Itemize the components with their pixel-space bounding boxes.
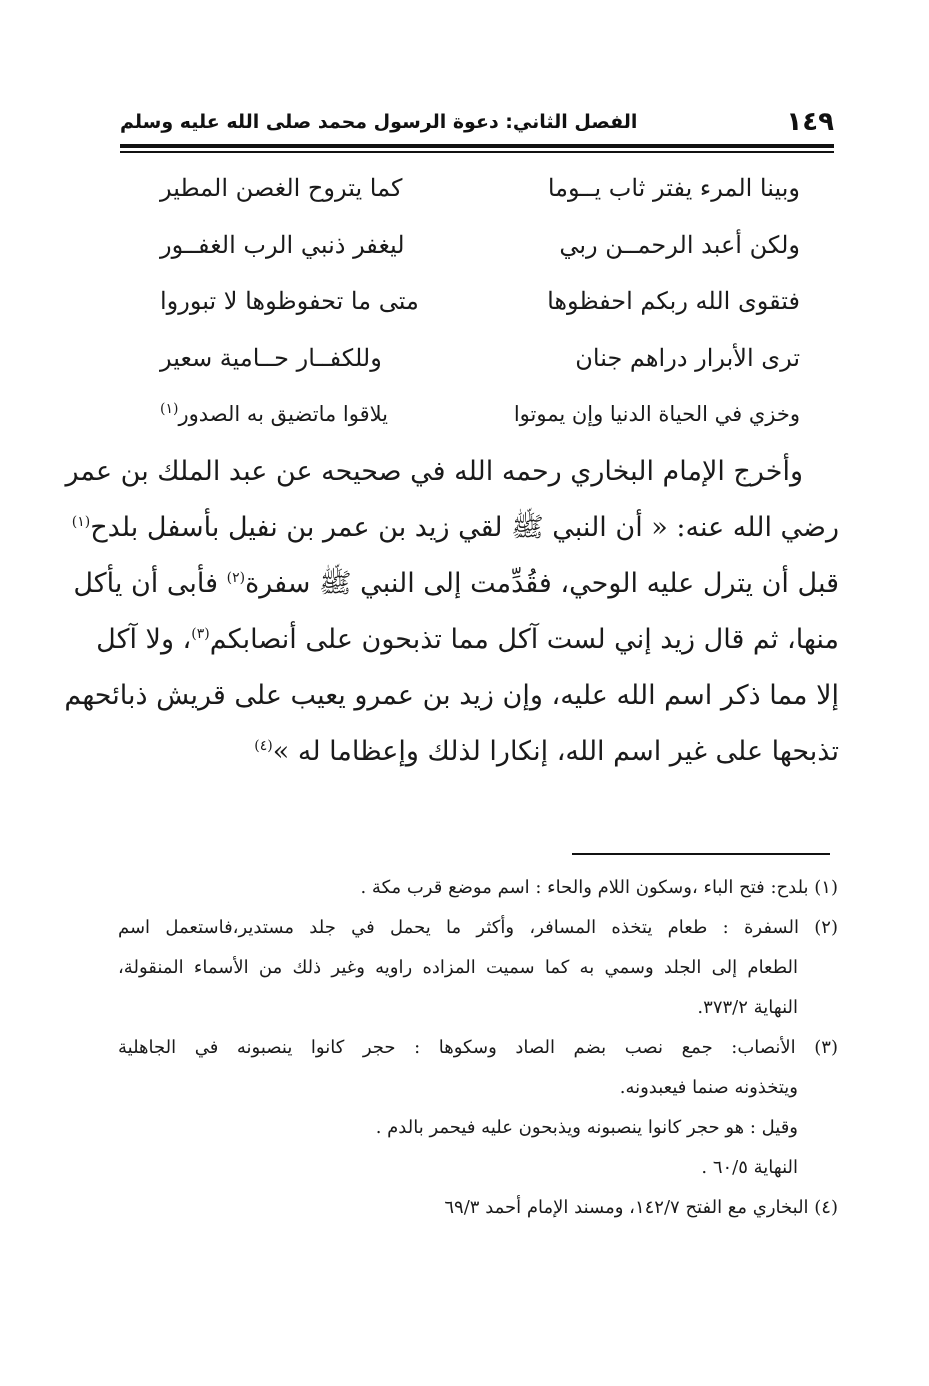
footnote-line: الطعام إلى الجلد وسمي به كما سميت المزاده راويه وغير ذلك من الأسماء المنقولة، [118,957,798,978]
poem-verse [160,273,800,330]
body-line [96,612,839,668]
header-rule-thin [120,151,834,153]
body-line-tail: ، ولا آكل [96,624,192,655]
footnote-reference[interactable]: (١) [160,401,179,418]
footnote-reference[interactable]: (١) [71,514,91,530]
body-paragraph [64,444,839,780]
body-line [71,500,839,556]
body-line-text: تذبحها على غير اسم الله، إنكارا لذلك وإعظاما له » [272,736,839,767]
page-header [120,104,834,140]
verse-second-hemistich [160,402,460,426]
footnote-separator [572,853,830,855]
footnote-line: النهاية ٣٧٣/٢. [697,997,798,1018]
footnote-reference[interactable]: (٤) [254,738,273,754]
body-line [73,556,839,612]
footnote-reference[interactable]: (٢) [226,570,246,586]
footnote-line: (٤) البخاري مع الفتح ١٤٢/٧، ومسند الإمام أحمد ٦٩/٣ [444,1197,838,1218]
body-line [65,444,839,500]
verse-second-hemistich: كما يتروح الغصن المطير [160,174,403,203]
poem-verse [160,217,800,274]
verse-second-hemistich: متى ما تحفوظوها لا تبوروا [160,287,419,316]
body-line [115,724,839,780]
footnote-line: (٣) الأنصاب: جمع نصب بضم الصاد وسكوها : حجر كانوا ينصبونه في الجاهلية [118,1037,838,1058]
running-head: الفصل الثاني: دعوة الرسول محمد صلى الله عليه وسلم [120,111,638,133]
body-line-text: منها، ثم قال زيد إني لست آكل مما تذبحون على أنصابكم [209,624,839,655]
poem-verse [160,386,800,443]
body-line-text: إلا مما ذكر اسم الله عليه، وإن زيد بن عمرو يعيب على قريش ذبائحهم [64,680,839,711]
verse-first-hemistich: فتقوى الله ربكم احفظوها [547,287,800,316]
poem-verse [160,330,800,387]
poem-verse [160,160,800,217]
body-line-text: رضي الله عنه: « أن النبي ﷺ لقي زيد بن عمر بن نفيل بأسفل بلدح [90,512,839,543]
footnote-line: النهاية ٦٠/٥ . [701,1157,798,1178]
verse-first-hemistich: ولكن أعبد الرحمــن ربي [559,230,800,259]
verse-second-hemistich: ليغفر ذنبي الرب الغفــور [160,230,405,259]
footnotes [118,868,838,1228]
verse-second-text: يلاقوا ماتضيق به الصدور [178,402,388,427]
verse-first-hemistich: وخزي في الحياة الدنيا وإن يموتوا [513,402,800,427]
verse-second-hemistich: وللكفــار حــامية سعير [160,343,382,372]
body-line-tail: فأبى أن يأكل [73,568,227,599]
body-line-text: قبل أن يترل عليه الوحي، فقُدِّمت إلى النبي ﷺ سفرة [245,568,839,599]
footnote-line: وقيل : هو حجر كانوا ينصبونه ويذبحون عليه فيحمر بالدم . [375,1117,798,1138]
verse-first-hemistich: وبينا المرء يفتر ثاب يــوما [547,174,800,203]
poem [160,160,800,443]
footnote-line: ويتخذونه صنما فيعبدونه. [619,1077,798,1098]
body-line [64,668,839,724]
body-line-text: وأخرج الإمام البخاري رحمه الله في صحيحه عن عبد الملك بن عمر [65,456,803,487]
header-rule-thick [120,144,834,148]
page-number: ١٤٩ [786,107,834,137]
footnote-reference[interactable]: (٣) [191,626,210,642]
footnote-line: (١) بلدح: فتح الباء ،وسكون اللام والحاء : اسم موضع قرب مكة . [360,877,838,898]
footnote-line: (٢) السفرة : طعام يتخذه المسافر، وأكثر ما يحمل في جلد مستدير،فاستعمل اسم [118,917,838,938]
verse-first-hemistich: ترى الأبرار دراهم جنان [575,343,800,372]
